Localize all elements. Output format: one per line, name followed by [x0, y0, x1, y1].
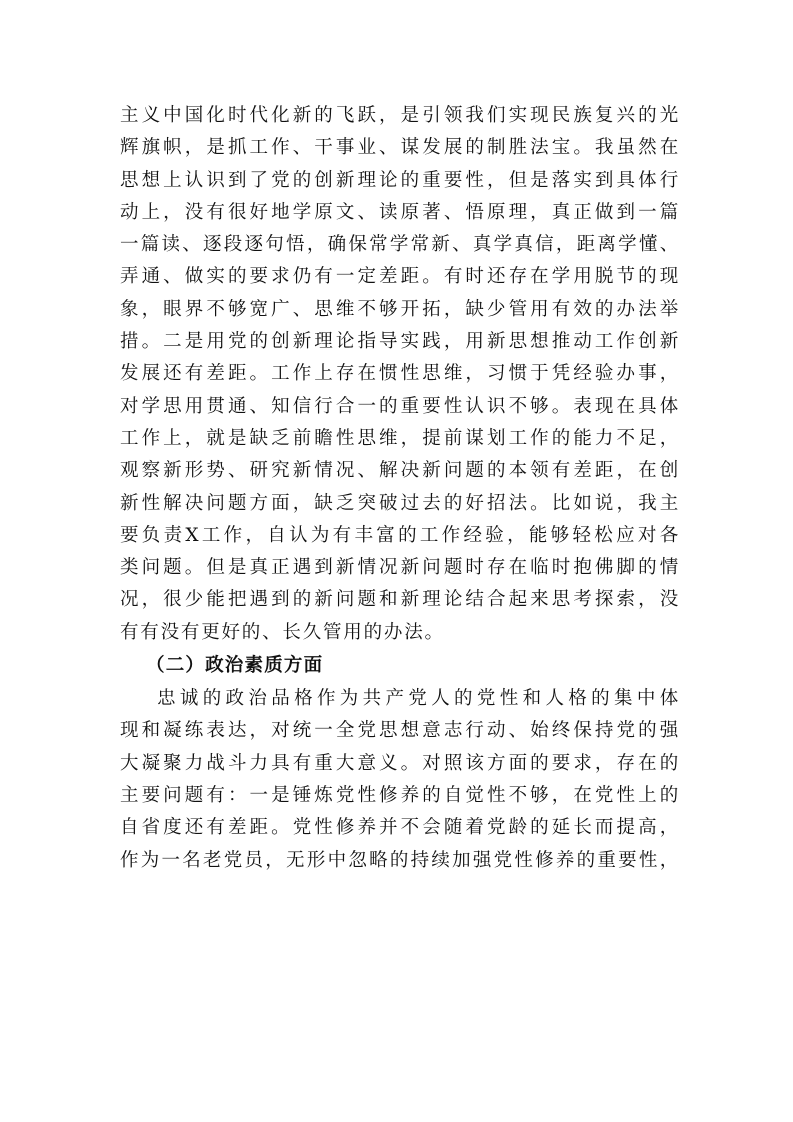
paragraph-line: [120, 294, 680, 326]
line-text: 对学思用贯通、知信行合一的重要性认识不够。表现在具体: [120, 395, 680, 417]
line-text: 主要问题有：一是锤炼党性修养的自觉性不够，在党性上的: [120, 784, 680, 806]
line-text: 主义中国化时代化新的飞跃，是引领我们实现民族复兴的光: [120, 105, 680, 126]
line-text: 忠诚的政治品格作为共产党人的党性和人格的集中体: [157, 688, 680, 710]
paragraph-line: [120, 165, 680, 197]
line-text: 弄通、做实的要求仍有一定差距。有时还存在学用脱节的现: [120, 266, 680, 288]
line-text: 新性解决问题方面，缺乏突破过去的好招法。比如说，我主: [120, 492, 680, 514]
line-text: 辉旗帜，是抓工作、干事业、谋发展的制胜法宝。我虽然在: [120, 137, 680, 159]
line-text: 大凝聚力战斗力具有重大意义。对照该方面的要求，存在的: [120, 752, 680, 774]
line-text: 发展还有差距。工作上存在惯性思维，习惯于凭经验办事，: [120, 363, 680, 385]
line-text: 一篇读、逐段逐句悟，确保常学常新、真学真信，距离学懂、: [120, 234, 680, 256]
section-heading: （二）政治素质方面: [146, 655, 324, 677]
paragraph-line: [120, 132, 680, 164]
document-body: [120, 100, 680, 877]
line-text: 作为一名老党员，无形中忽略的持续加强党性修养的重要性，: [120, 849, 680, 871]
paragraph-line: [120, 326, 680, 358]
line-text: 思想上认识到了党的创新理论的重要性，但是落实到具体行: [120, 169, 680, 191]
paragraph-line: [120, 488, 680, 520]
line-text: 观察新形势、研究新情况、解决新问题的本领有差距，在创: [120, 460, 680, 482]
line-text: 动上，没有很好地学原文、读原著、悟原理，真正做到一篇: [120, 201, 680, 223]
paragraph-line: [120, 748, 680, 780]
paragraph-line: [120, 423, 680, 455]
line-text: 现和凝练表达，对统一全党思想意志行动、始终保持党的强: [120, 720, 680, 742]
line-text: 工作上，就是缺乏前瞻性思维，提前谋划工作的能力不足，: [120, 427, 680, 449]
paragraph-line: [120, 358, 680, 390]
paragraph-line: [120, 812, 680, 844]
paragraph-line: [120, 715, 680, 747]
paragraph-line: [120, 391, 680, 423]
paragraph-line: [120, 261, 680, 293]
line-text: 要负责X工作，自认为有丰富的工作经验，能够轻松应对各: [120, 524, 680, 546]
line-text: 措。二是用党的创新理论指导实践，用新思想推动工作创新: [120, 331, 680, 353]
line-text: 况，很少能把遇到的新问题和新理论结合起来思考探索，没: [120, 589, 680, 611]
line-text: 类问题。但是真正遇到新情况新问题时存在临时抱佛脚的情: [120, 557, 680, 579]
paragraph-line: [120, 617, 680, 649]
line-text: 象，眼界不够宽广、思维不够开拓，缺少管用有效的办法举: [120, 298, 680, 320]
paragraph-line: [120, 100, 680, 132]
paragraph-line: [120, 683, 680, 715]
paragraph-line: [120, 520, 680, 552]
paragraph-line: [120, 197, 680, 229]
line-text: 有有没有更好的、长久管用的办法。: [120, 621, 445, 643]
paragraph-line: [120, 845, 680, 877]
paragraph-line: [120, 780, 680, 812]
paragraph-line: [120, 552, 680, 584]
paragraph-line: [120, 229, 680, 261]
paragraph-line: [120, 584, 680, 616]
line-text: 自省度还有差距。党性修养并不会随着党龄的延长而提高，: [120, 817, 680, 839]
paragraph-line: [120, 455, 680, 487]
